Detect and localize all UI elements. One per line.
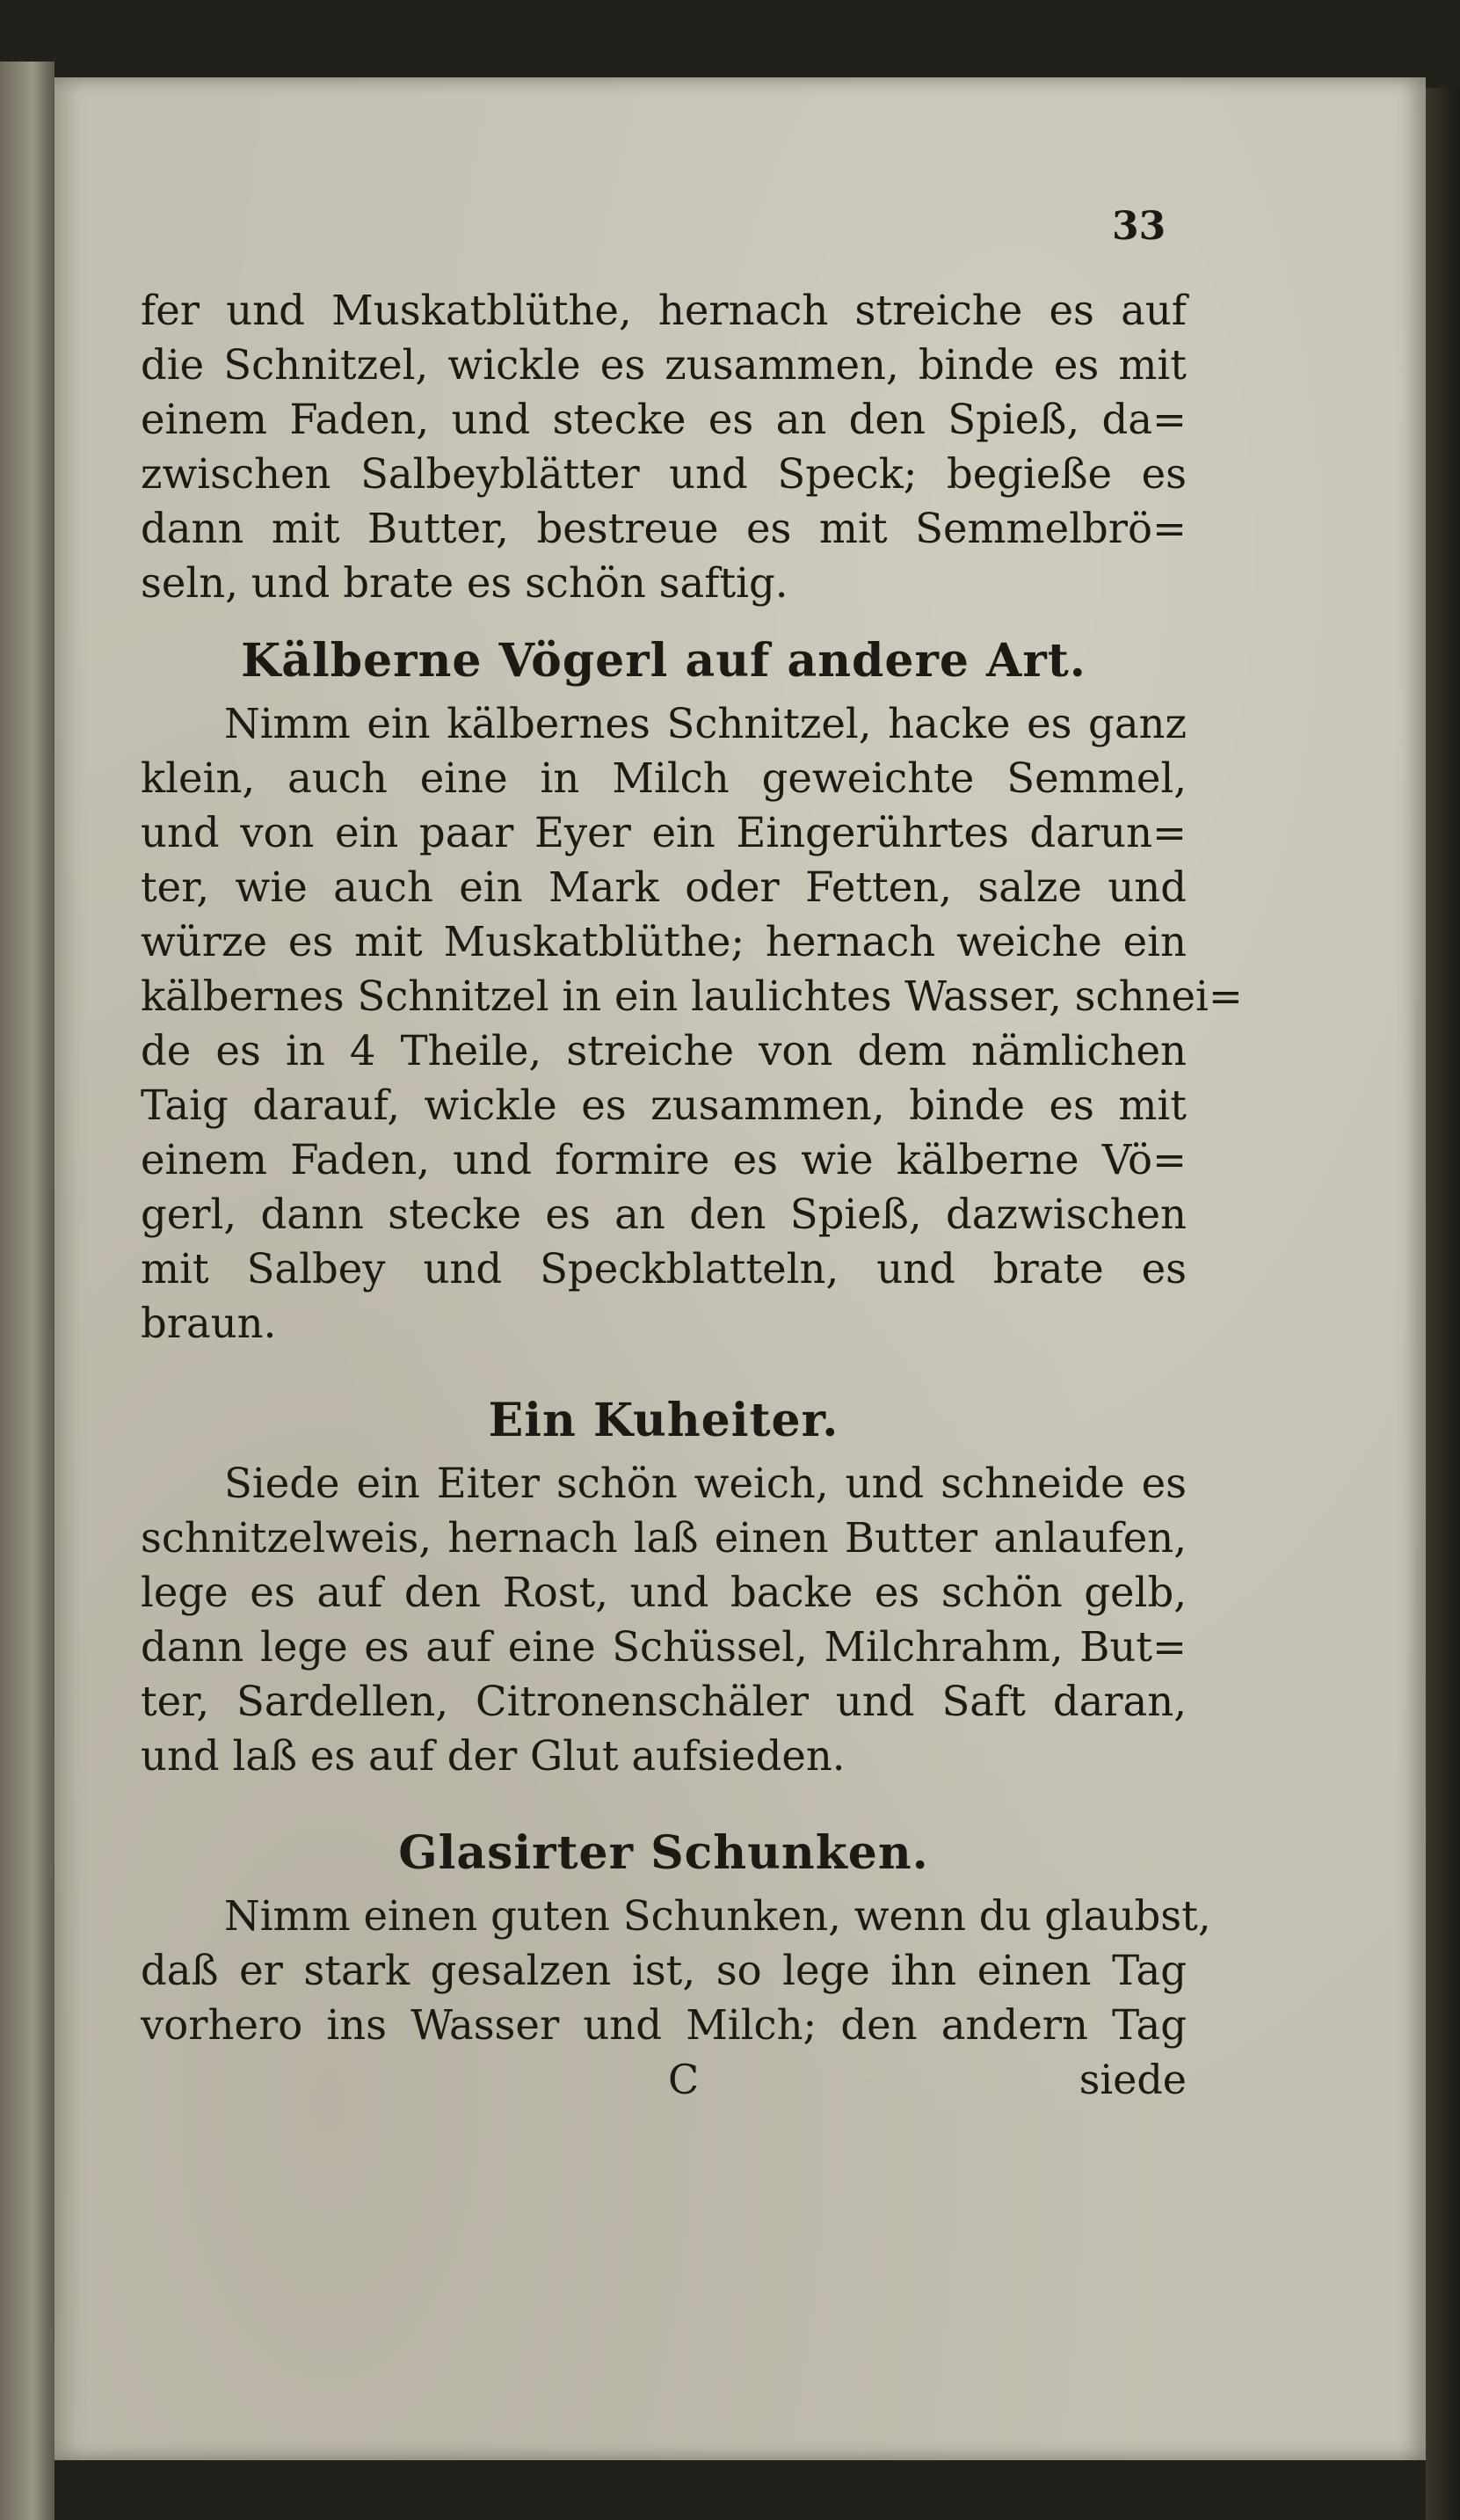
recipe-heading: Ein Kuheiter. [488, 1394, 839, 1447]
page-binding-edge [1426, 88, 1460, 2520]
catchword: siede [1079, 2056, 1187, 2103]
text-line: lege es auf den Rost, und backe es schön gelb, [141, 1569, 1187, 1616]
text-line: Nimm einen guten Schunken, wenn du glaubst, [224, 1892, 1211, 1940]
text-line: würze es mit Muskatblüthe; hernach weiche ein [141, 918, 1187, 965]
text-line: Nimm ein kälbernes Schnitzel, hacke es ganz [224, 700, 1187, 747]
text-line: die Schnitzel, wickle es zusammen, binde es mit [141, 341, 1187, 389]
recipe-heading: Kälberne Vögerl auf andere Art. [241, 634, 1086, 688]
page-number: 33 [1112, 204, 1166, 249]
paragraph-4 [141, 1889, 1211, 2052]
signature-mark: C [668, 2056, 700, 2103]
text-line: klein, auch eine in Milch geweichte Semmel, [141, 754, 1187, 802]
text-line: zwischen Salbeyblätter und Speck; begieße es [141, 450, 1187, 498]
text-line: de es in 4 Theile, streiche von dem nämlichen [141, 1027, 1187, 1074]
paragraph-3 [141, 1456, 1187, 1783]
text-line: ter, Sardellen, Citronenschäler und Saft daran, [141, 1678, 1187, 1725]
text-line: und laß es auf der Glut aufsieden. [141, 1732, 846, 1780]
text-line: und von ein paar Eyer ein Eingerührtes darun= [141, 809, 1187, 856]
text-line: Taig darauf, wickle es zusammen, binde es mit [141, 1082, 1187, 1129]
text-line: gerl, dann stecke es an den Spieß, dazwischen [141, 1191, 1187, 1238]
text-line: fer und Muskatblüthe, hernach streiche es auf [141, 287, 1187, 334]
text-line: einem Faden, und stecke es an den Spieß, da= [141, 396, 1187, 443]
text-line: vorhero ins Wasser und Milch; den andern Tag [141, 2001, 1187, 2049]
text-line: dann lege es auf eine Schüssel, Milchrahm, But= [141, 1623, 1187, 1671]
paragraph-2 [141, 696, 1243, 1351]
text-line: Siede ein Eiter schön weich, und schneide es [224, 1460, 1187, 1507]
text-line: kälbernes Schnitzel in ein laulichtes Wasser, schnei= [141, 972, 1243, 1020]
text-line: daß er stark gesalzen ist, so lege ihn einen Tag [141, 1947, 1187, 1994]
text-line: ter, wie auch ein Mark oder Fetten, salze und [141, 863, 1187, 911]
recipe-heading: Glasirter Schunken. [398, 1826, 929, 1880]
text-line: braun. [141, 1300, 277, 1347]
text-line: einem Faden, und formire es wie kälberne Vö= [141, 1136, 1187, 1184]
text-line: schnitzelweis, hernach laß einen Butter anlaufen, [141, 1514, 1187, 1562]
text-line: dann mit Butter, bestreue es mit Semmelbrö= [141, 505, 1187, 552]
paragraph-1 [141, 283, 1187, 610]
page-text [141, 202, 1243, 2107]
text-line: seln, und brate es schön saftig. [141, 559, 788, 607]
text-line: mit Salbey und Speckblatteln, und brate es [141, 1245, 1187, 1293]
page-footer [141, 2052, 1187, 2107]
previous-page-edge [0, 62, 54, 2520]
